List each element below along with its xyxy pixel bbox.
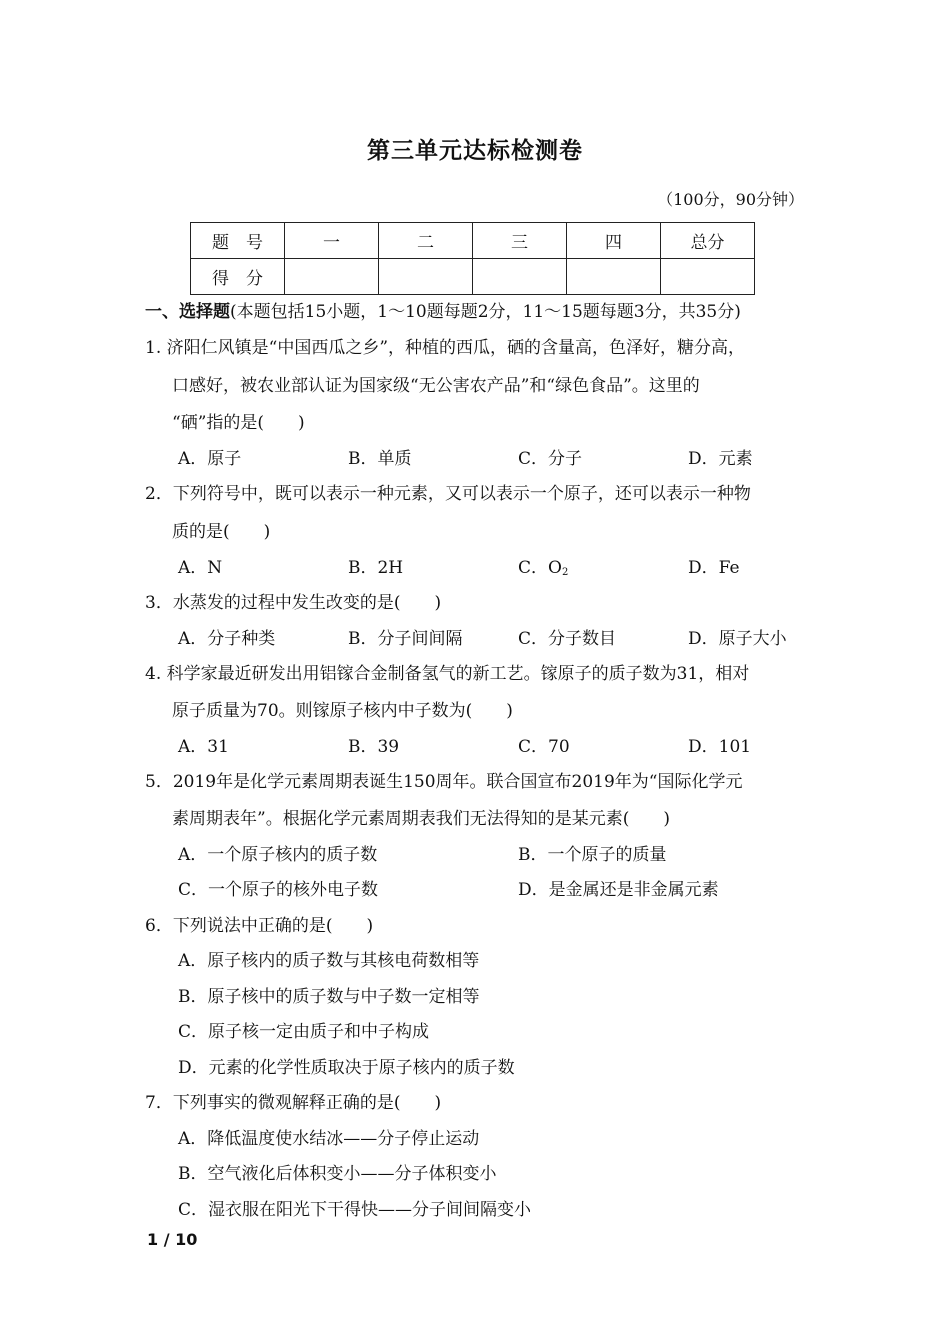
- question-4-line-2: 原子质量为70。则镓原子核内中子数为( ): [172, 701, 513, 721]
- question-5-option-d[interactable]: D．是金属还是非金属元素: [518, 880, 719, 900]
- question-5-option-b[interactable]: B．一个原子的质量: [518, 845, 667, 865]
- score-table: [190, 222, 755, 295]
- question-4-line-1: 4. 科学家最近研发出用铝镓合金制备氢气的新工艺。镓原子的质子数为31，相对: [145, 664, 750, 684]
- section-description: (本题包括15小题，1～10题每题2分，11～15题每题3分，共35分): [230, 302, 741, 322]
- question-6-option-b[interactable]: B．原子核中的质子数与中子数一定相等: [178, 987, 480, 1007]
- page-title: 第三单元达标检测卷: [367, 138, 583, 164]
- question-5-line-1: 5．2019年是化学元素周期表诞生150周年。联合国宣布2019年为“国际化学元: [145, 772, 743, 792]
- question-2-line-2: 质的是( ): [172, 522, 271, 542]
- question-5-line-2: 素周期表年”。根据化学元素周期表我们无法得知的是某元素( ): [172, 809, 670, 829]
- question-5-option-c[interactable]: C．一个原子的核外电子数: [178, 880, 379, 900]
- score-input-cell[interactable]: [567, 259, 661, 295]
- question-1-option-d[interactable]: D．元素: [688, 449, 753, 469]
- question-2-option-a[interactable]: A．N: [178, 558, 223, 578]
- question-3-option-a[interactable]: A．分子种类: [178, 629, 276, 649]
- table-cell: 一: [285, 223, 379, 259]
- question-7-option-b[interactable]: B．空气液化后体积变小——分子体积变小: [178, 1164, 497, 1184]
- section-label: 一、选择题: [145, 302, 230, 322]
- question-1-option-c[interactable]: C．分子: [518, 449, 583, 469]
- table-cell: 二: [379, 223, 473, 259]
- question-1-option-a[interactable]: A．原子: [178, 449, 242, 469]
- score-table-header-row: [191, 223, 755, 259]
- question-2-option-d[interactable]: D．Fe: [688, 558, 740, 578]
- score-time-info: （100分，90分钟）: [657, 190, 804, 209]
- question-7-option-c[interactable]: C．湿衣服在阳光下干得快——分子间间隔变小: [178, 1200, 532, 1220]
- question-2-line-1: 2．下列符号中，既可以表示一种元素，又可以表示一个原子，还可以表示一种物: [145, 484, 751, 504]
- subscript: 2: [561, 567, 569, 578]
- question-5-option-a[interactable]: A．一个原子核内的质子数: [178, 845, 378, 865]
- question-4-option-a[interactable]: A．31: [178, 737, 229, 757]
- score-input-cell[interactable]: [473, 259, 567, 295]
- question-1-option-b[interactable]: B．单质: [348, 449, 412, 469]
- question-6-option-d[interactable]: D．元素的化学性质取决于原子核内的质子数: [178, 1058, 515, 1078]
- question-6-line-1: 6．下列说法中正确的是( ): [145, 916, 374, 936]
- question-7-line-1: 7．下列事实的微观解释正确的是( ): [145, 1093, 442, 1113]
- score-input-cell[interactable]: [285, 259, 379, 295]
- question-3-option-d[interactable]: D．原子大小: [688, 629, 787, 649]
- question-4-option-c[interactable]: C．70: [518, 737, 570, 757]
- table-cell: 总分: [661, 223, 755, 259]
- table-cell: 四: [567, 223, 661, 259]
- table-cell: 三: [473, 223, 567, 259]
- question-6-option-a[interactable]: A．原子核内的质子数与其核电荷数相等: [178, 951, 480, 971]
- question-3-option-c[interactable]: C．分子数目: [518, 629, 617, 649]
- question-4-option-d[interactable]: D．101: [688, 737, 752, 757]
- question-3-option-b[interactable]: B．分子间间隔: [348, 629, 463, 649]
- question-7-option-a[interactable]: A．降低温度使水结冰——分子停止运动: [178, 1129, 480, 1149]
- question-1-line-1: 1. 济阳仁风镇是“中国西瓜之乡”，种植的西瓜，硒的含量高，色泽好，糖分高，: [145, 338, 746, 358]
- option-text: C．O: [518, 558, 562, 578]
- score-table-score-row: [191, 259, 755, 295]
- question-4-option-b[interactable]: B．39: [348, 737, 400, 757]
- page-number: 1 / 10: [147, 1230, 198, 1249]
- question-1-line-2: 口感好，被农业部认证为国家级“无公害农产品”和“绿色食品”。这里的: [172, 376, 700, 396]
- table-cell: 题 号: [191, 223, 285, 259]
- section-heading: [145, 297, 741, 322]
- score-input-cell[interactable]: [379, 259, 473, 295]
- question-2-option-b[interactable]: B．2H: [348, 558, 404, 578]
- question-1-line-3: “硒”指的是( ): [172, 413, 305, 433]
- question-3-line-1: 3．水蒸发的过程中发生改变的是( ): [145, 593, 442, 613]
- question-2-option-c[interactable]: [518, 553, 568, 578]
- score-input-cell[interactable]: [661, 259, 755, 295]
- question-6-option-c[interactable]: C．原子核一定由质子和中子构成: [178, 1022, 430, 1042]
- table-cell: 得 分: [191, 259, 285, 295]
